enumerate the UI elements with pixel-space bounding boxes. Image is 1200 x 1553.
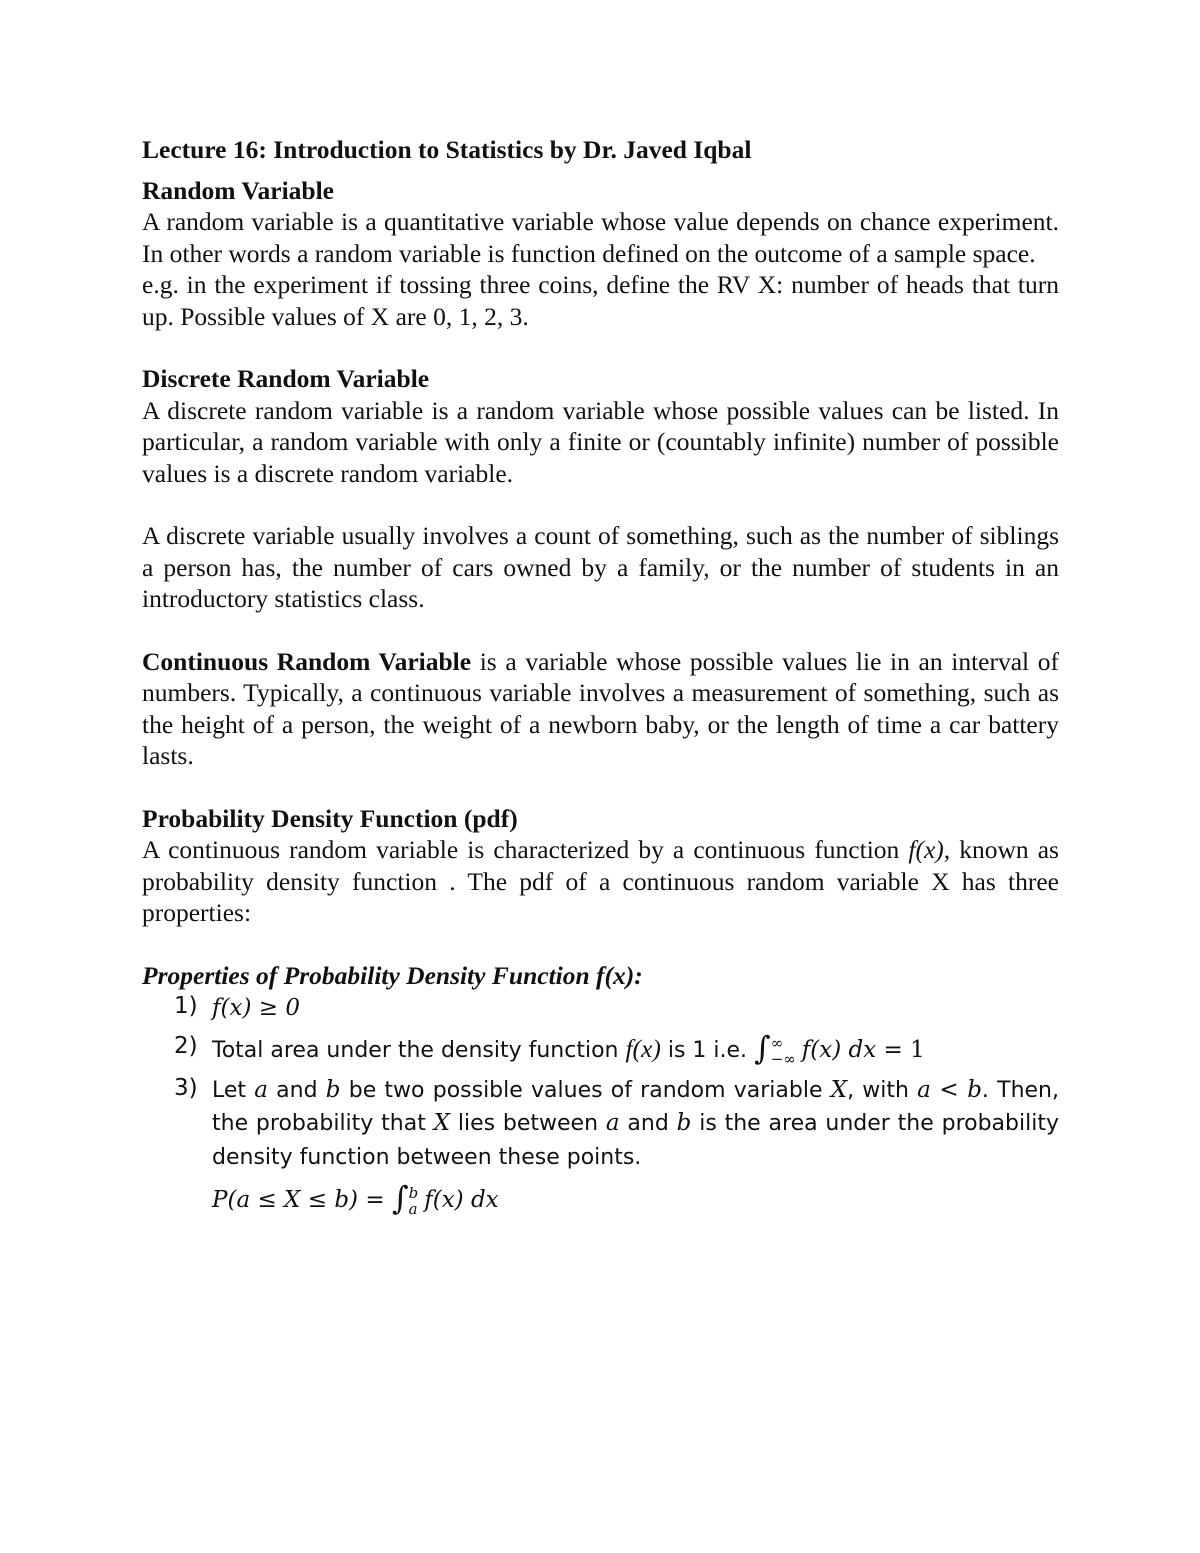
heading-discrete-random-variable: Discrete Random Variable	[142, 364, 430, 393]
fx-symbol: f(x)	[625, 1033, 661, 1063]
property-item-3: 3) Let a and b be two possible values of random variable X, with a < b. Then, the probability that X lies between a and b is the area under the probability density function between these points. P(a ≤ X ≤ b) = ∫ b a f(x) dx	[174, 1074, 1059, 1219]
integral-limits: ∞ −∞	[770, 1033, 796, 1068]
integral-limits: b a	[408, 1184, 419, 1219]
property-item-1	[142, 991, 1059, 1025]
heading-pdf: Probability Density Function (pdf)	[142, 803, 518, 833]
list-number: 3)	[174, 1074, 198, 1101]
random-variable-example: e.g. in the experiment if tossing three coins, define the RV X: number of heads that turn up. Possible values of X are 0, 1, 2, 3.	[142, 270, 1059, 331]
integral-sign: ∫	[754, 1028, 771, 1067]
page-title: Lecture 16: Introduction to Statistics by Dr. Javed Iqbal	[142, 135, 752, 164]
properties-list	[142, 991, 1059, 1217]
pdf-definition: A continuous random variable is characterized by a continuous function f(x), known as probability density function . The pdf of a continuous random variable X has three properties:	[142, 835, 1059, 927]
discrete-explanation: A discrete variable usually involves a count of something, such as the number of siblings a person has, the number of cars owned by a family, or the number of students in an introductory statistics class.	[142, 521, 1059, 613]
document-body	[142, 134, 1059, 1223]
integrand: f(x) dx	[801, 1036, 877, 1063]
property-1-formula: f(x) ≥ 0	[212, 995, 300, 1021]
random-variable-definition: A random variable is a quantitative variable whose value depends on chance experiment. In other words a random variable is function defined on the outcome of a sample space.	[142, 207, 1059, 268]
fx-symbol: f(x),	[908, 835, 951, 864]
continuous-text: is a variable whose possible values lie in an interval of numbers. Typically, a continuous variable involves a measurement of something, such as the height of a person, the weight of a newborn baby, or the length of time a car battery lasts.	[142, 646, 1060, 770]
probability-formula: P(a ≤ X ≤ b) = ∫ b a f(x) dx	[212, 1179, 499, 1219]
integral-sign: ∫	[391, 1179, 409, 1218]
continuous-definition	[142, 646, 1059, 772]
list-number: 2)	[174, 1032, 198, 1059]
list-number: 1)	[174, 993, 198, 1019]
heading-random-variable: Random Variable	[142, 175, 334, 205]
heading-pdf-properties: Properties of Probability Density Function f(x):	[142, 960, 643, 990]
discrete-definition: A discrete random variable is a random variable whose possible values can be listed. In particular, a random variable with only a finite or (countably infinite) number of possible values is a discrete random variable.	[142, 395, 1059, 488]
property-item-2: 2) Total area under the density function f(x) is 1 i.e. ∫ ∞ −∞ f(x) dx = 1	[174, 1028, 925, 1068]
heading-continuous-random-variable: Continuous Random Variable	[142, 646, 472, 676]
